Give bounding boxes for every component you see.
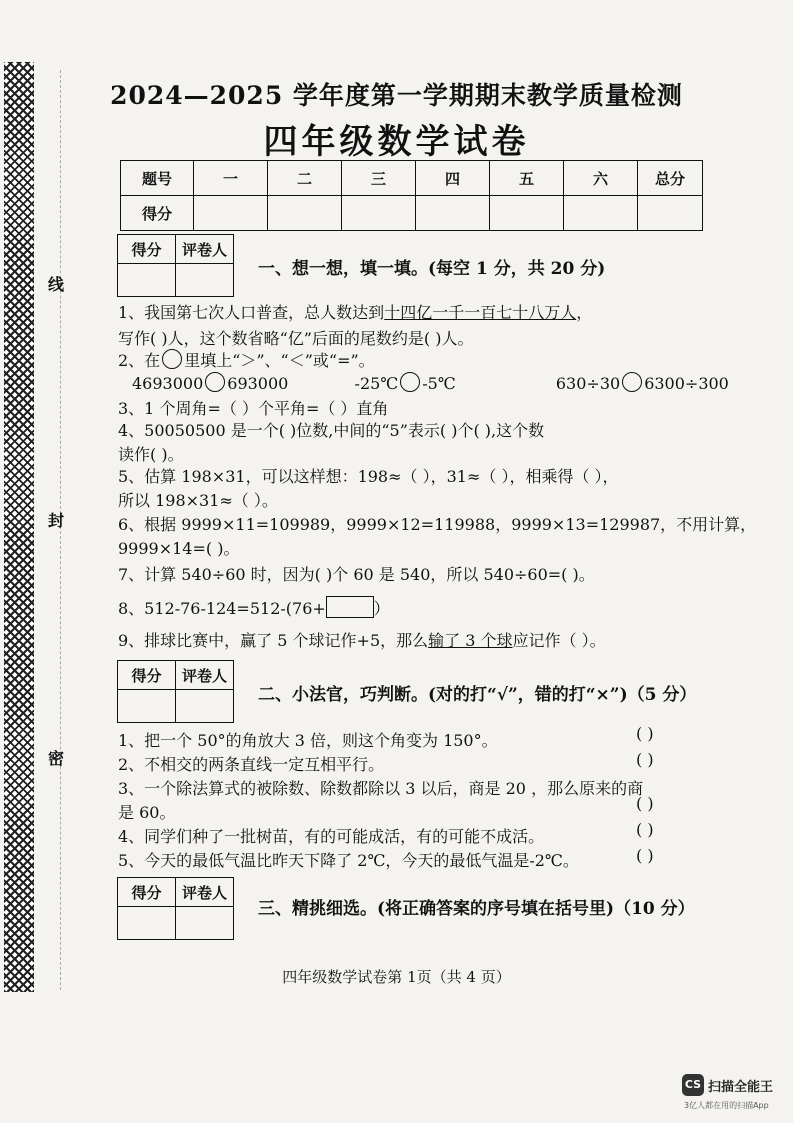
score-header-cell: 总分 xyxy=(638,161,703,196)
exam-subtitle: 四年级数学试卷 xyxy=(263,122,530,162)
grader-name-label: 评卷人 xyxy=(176,878,234,907)
grader-name-label: 评卷人 xyxy=(176,235,234,264)
s1-q4-line1: 4、50050500 是一个( )位数,中间的“5”表示( )个( ),这个数 xyxy=(118,421,545,440)
grader-box-1 xyxy=(117,234,234,297)
grader-box-2 xyxy=(117,660,234,723)
s1-q6-line2: 9999×14=( )。 xyxy=(118,539,240,558)
answer-circle[interactable] xyxy=(205,372,225,392)
answer-circle[interactable] xyxy=(162,349,182,369)
s1-q5-line2: 所以 198×31≈（ ）。 xyxy=(118,491,278,510)
score-header-cell: 六 xyxy=(564,161,638,196)
s2-q4-answer[interactable]: ( ) xyxy=(636,820,654,839)
s2-q5: 5、今天的最低气温比昨天下降了 2℃，今天的最低气温是-2℃。 xyxy=(118,851,579,870)
binding-strip xyxy=(4,62,34,992)
s2-q1: 1、把一个 50°的角放大 3 倍，则这个角变为 150°。 xyxy=(118,731,498,750)
binding-mark-feng: 封 xyxy=(48,511,65,530)
score-header-cell: 五 xyxy=(490,161,564,196)
score-header-cell: 题号 xyxy=(121,161,194,196)
score-row-label: 得分 xyxy=(121,196,194,231)
scanner-tagline: 3亿人都在用的扫描App xyxy=(684,1101,769,1110)
section2-title: 二、小法官，巧判断。(对的打“√”，错的打“×”)（5 分） xyxy=(258,685,697,705)
grader-name-cell[interactable] xyxy=(176,690,234,723)
grader-score-cell[interactable] xyxy=(118,690,176,723)
s1-q2-line2: 4693000 693000 -25℃ -5℃ 630÷30 6300÷300 xyxy=(132,374,729,393)
s1-q3: 3、1 个周角=（ ）个平角=（ ）直角 xyxy=(118,399,389,418)
score-cell[interactable] xyxy=(416,196,490,231)
score-header-cell: 一 xyxy=(194,161,268,196)
score-cell[interactable] xyxy=(194,196,268,231)
grader-box-3 xyxy=(117,877,234,940)
page-footer: 四年级数学试卷第 1页（共 4 页） xyxy=(282,968,511,986)
s1-q2-line1: 2、在 里填上“＞”、“＜”或“=”。 xyxy=(118,351,375,370)
s2-q4: 4、同学们种了一批树苗，有的可能成活，有的可能不成活。 xyxy=(118,827,545,846)
answer-circle[interactable] xyxy=(400,372,420,392)
score-cell[interactable] xyxy=(490,196,564,231)
scanner-app-name: 扫描全能王 xyxy=(708,1080,774,1095)
s2-q1-answer[interactable]: ( ) xyxy=(636,724,654,743)
grader-score-label: 得分 xyxy=(118,661,176,690)
score-header-cell: 二 xyxy=(268,161,342,196)
grader-score-label: 得分 xyxy=(118,235,176,264)
answer-circle[interactable] xyxy=(622,372,642,392)
grader-score-label: 得分 xyxy=(118,878,176,907)
exam-title: 2024—2025 学年度第一学期期末教学质量检测 xyxy=(110,81,683,110)
s2-q5-answer[interactable]: ( ) xyxy=(636,846,654,865)
score-table xyxy=(120,160,703,231)
s2-q3-line1: 3、一个除法算式的被除数、除数都除以 3 以后，商是 20 ，那么原来的商 xyxy=(118,779,644,798)
camscanner-logo-icon: CS xyxy=(682,1074,704,1096)
grader-name-cell[interactable] xyxy=(176,264,234,297)
grader-score-cell[interactable] xyxy=(118,907,176,940)
s1-q7: 7、计算 540÷60 时，因为( )个 60 是 540，所以 540÷60=( )。 xyxy=(118,565,595,584)
grader-name-label: 评卷人 xyxy=(176,661,234,690)
score-cell[interactable] xyxy=(342,196,416,231)
s1-q9: 9、排球比赛中，赢了 5 个球记作+5，那么输了 3 个球应记作（ ）。 xyxy=(118,631,606,650)
s1-q6-line1: 6、根据 9999×11=109989，9999×12=119988，9999×13=129987，不用计算， xyxy=(118,515,757,534)
answer-box[interactable] xyxy=(326,596,374,618)
s2-q2-answer[interactable]: ( ) xyxy=(636,750,654,769)
s2-q3-answer[interactable]: ( ) xyxy=(636,794,654,813)
s1-q8: 8、512-76-124=512-(76+ ） xyxy=(118,596,390,619)
s1-q5-line1: 5、估算 198×31，可以这样想：198≈（ ），31≈（ ），相乘得（ ）， xyxy=(118,467,619,486)
score-cell[interactable] xyxy=(268,196,342,231)
binding-mark-xian: 线 xyxy=(48,275,65,294)
section3-title: 三、精挑细选。(将正确答案的序号填在括号里)（10 分） xyxy=(258,899,695,919)
s1-q4-line2: 读作( )。 xyxy=(118,445,184,464)
s2-q2: 2、不相交的两条直线一定互相平行。 xyxy=(118,755,385,774)
grader-name-cell[interactable] xyxy=(176,907,234,940)
score-header-cell: 三 xyxy=(342,161,416,196)
s1-q1-line1: 1、我国第七次人口普查，总人数达到十四亿一千一百七十八万人， xyxy=(118,303,593,322)
s1-q1-line2: 写作( )人，这个数省略“亿”后面的尾数约是( )人。 xyxy=(118,329,474,348)
score-header-cell: 四 xyxy=(416,161,490,196)
grader-score-cell[interactable] xyxy=(118,264,176,297)
s2-q3-line2: 是 60。 xyxy=(118,803,176,822)
score-cell[interactable] xyxy=(564,196,638,231)
binding-mark-mi: 密 xyxy=(48,749,65,768)
section1-title: 一、想一想，填一填。(每空 1 分，共 20 分) xyxy=(258,259,606,279)
score-cell[interactable] xyxy=(638,196,703,231)
